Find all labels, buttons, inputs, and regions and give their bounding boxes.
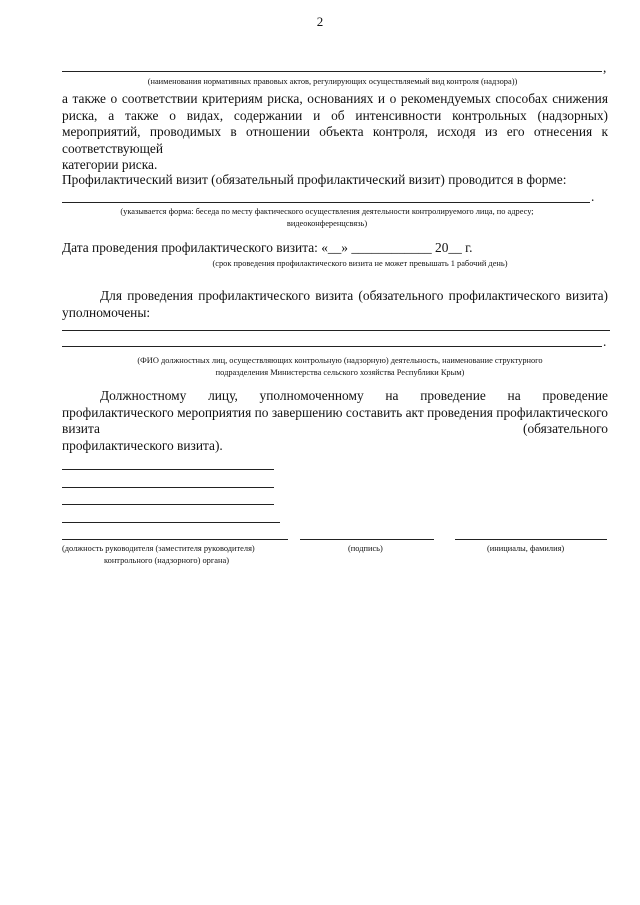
name-caption: (инициалы, фамилия) xyxy=(487,544,565,553)
authorized-paragraph-line: Для проведения профилактического визита (обязательного профилактического визита) xyxy=(100,288,608,303)
position-line xyxy=(62,487,274,488)
signature-caption: (подпись) xyxy=(348,544,383,553)
regulatory-acts-line xyxy=(62,71,602,72)
signature-line xyxy=(300,539,434,540)
visit-form-line-end: . xyxy=(591,189,595,204)
instruction-paragraph xyxy=(62,388,608,454)
position-line xyxy=(62,539,288,540)
position-line xyxy=(62,522,280,523)
authorized-caption: подразделения Министерства сельского хозяйства Республики Крым) xyxy=(215,368,465,377)
name-line xyxy=(455,539,607,540)
risk-paragraph-line: категории риска. xyxy=(62,157,158,173)
instruction-paragraph-line: мероприятия по завершению составить акт проведения профилактического визита (обязательного xyxy=(62,404,608,437)
page-number: 2 xyxy=(316,14,324,29)
position-caption: контрольного (надзорного) органа) xyxy=(104,556,229,565)
risk-paragraph-line: риска, а также о видах, содержании и об интенсивности контрольных (надзорных) мероприятий, xyxy=(62,107,608,140)
position-caption: (должность руководителя (заместителя руководителя) xyxy=(62,544,255,553)
risk-paragraph-line: а также о соответствии критериям риска, основаниях и о рекомендуемых способах снижения xyxy=(62,91,608,106)
authorized-line xyxy=(62,330,610,331)
visit-form-caption: (указывается форма: беседа по месту фактического осуществления деятельности контролируемого лица, по адресу; xyxy=(120,207,534,216)
visit-form-label: Профилактический визит (обязательный профилактический визит) проводится в форме: xyxy=(62,172,567,187)
instruction-paragraph-line: Должностному лицу, уполномоченному на проведение на проведение профилактического xyxy=(62,388,608,420)
position-line xyxy=(62,469,274,470)
risk-paragraph xyxy=(62,91,608,174)
authorized-paragraph xyxy=(62,288,608,321)
authorized-paragraph-line: уполномочены: xyxy=(62,304,151,320)
visit-form-line xyxy=(62,202,590,203)
regulatory-acts-caption: (наименования нормативных правовых актов, регулирующих осуществляемый вид контроля (надзора)) xyxy=(147,77,518,86)
authorized-line-end: . xyxy=(603,334,607,349)
visit-form-caption: видеоконференцсвязь) xyxy=(286,219,368,228)
regulatory-acts-line-end: , xyxy=(603,60,607,75)
risk-paragraph-line: проводимых в отношении объекта контроля, исходя из его отнесения к соответствующей xyxy=(62,124,608,156)
visit-date-label: Дата проведения профилактического визита: «__» ____________ 20__ г. xyxy=(62,240,473,255)
position-line xyxy=(62,504,274,505)
authorized-line xyxy=(62,346,602,347)
instruction-paragraph-line: профилактического визита). xyxy=(62,437,223,453)
visit-date-caption: (срок проведения профилактического визита не может превышать 1 рабочий день) xyxy=(212,259,508,268)
authorized-caption: (ФИО должностных лиц, осуществляющих контрольную (надзорную) деятельность, наименование структурного xyxy=(137,356,543,365)
